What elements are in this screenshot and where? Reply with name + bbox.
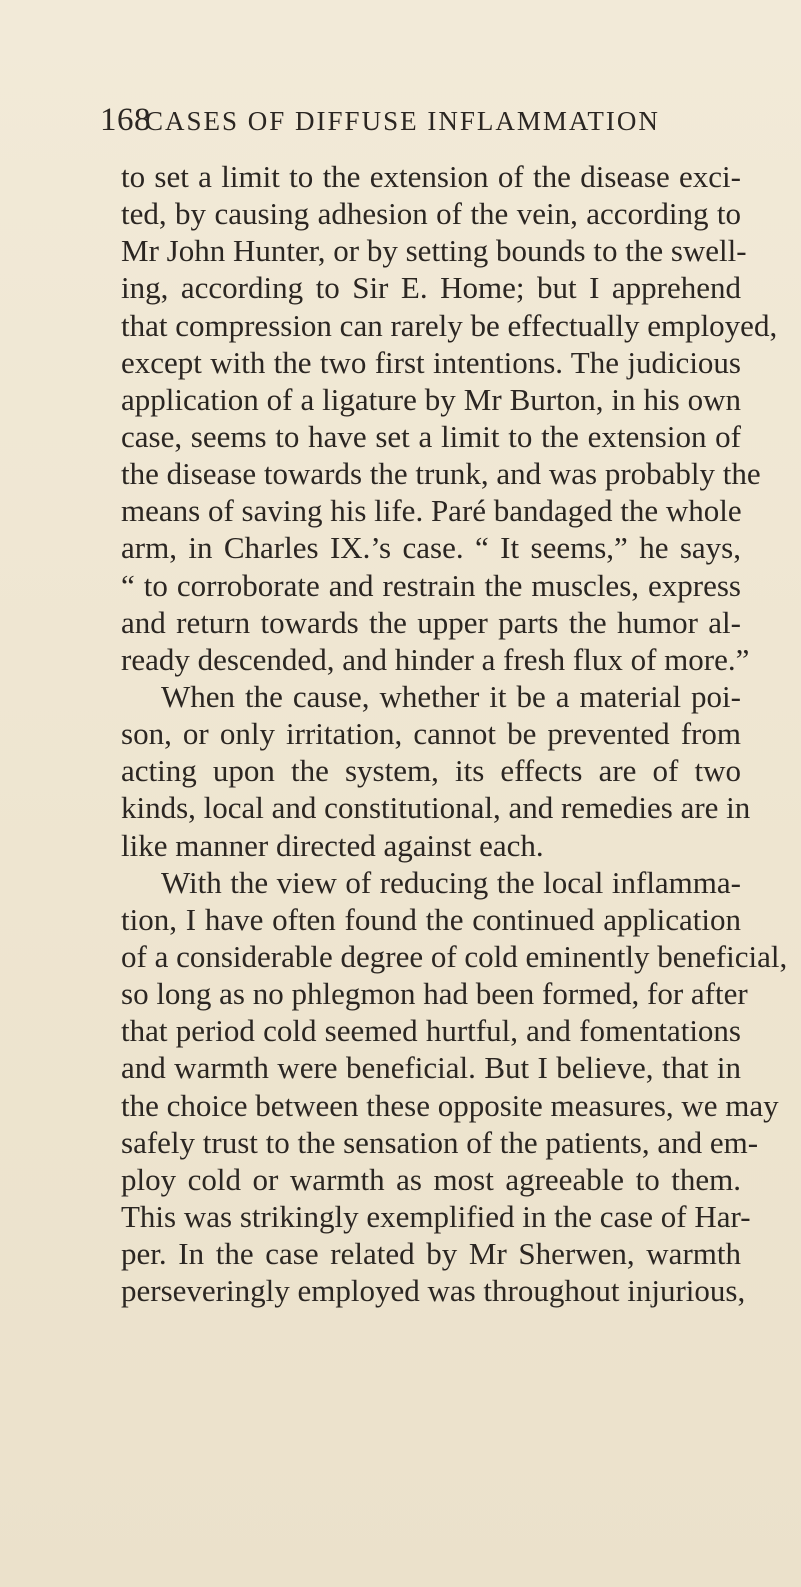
running-title: CASES OF DIFFUSE INFLAMMATION [145, 106, 660, 136]
text-line: that compression can rarely be effectually employed, [121, 307, 778, 343]
text-line: This was strikingly exemplified in the case of Har- [121, 1198, 751, 1234]
text-line: ing, according to Sir E. Home; but I apprehend [121, 270, 741, 306]
text-line-paragraph-start: With the view of reducing the local inflamma- [161, 864, 741, 900]
text-line: ted, by causing adhesion of the vein, according to [121, 196, 741, 232]
text-line: and warmth were beneficial. But I believe, that in [121, 1050, 741, 1086]
text-line: application of a ligature by Mr Burton, in his own [121, 381, 741, 417]
page-number: 168 [100, 102, 151, 138]
text-line: so long as no phlegmon had been formed, for after [121, 976, 748, 1012]
text-line: the choice between these opposite measures, we may [121, 1087, 779, 1123]
text-line: acting upon the system, its effects are of two [121, 753, 741, 789]
text-line: except with the two first intentions. The judicious [121, 344, 741, 380]
text-line: like manner directed against each. [121, 827, 544, 863]
text-line: perseveringly employed was throughout injurious, [121, 1273, 746, 1309]
running-head [100, 100, 740, 140]
text-line-paragraph-start: When the cause, whether it be a material poi- [161, 678, 741, 714]
text-line: means of saving his life. Paré bandaged the whole [121, 493, 742, 529]
text-line: and return towards the upper parts the humor al- [121, 604, 741, 640]
text-line: ready descended, and hinder a fresh flux of more.” [121, 641, 750, 677]
text-line: case, seems to have set a limit to the extension of [121, 418, 741, 454]
text-line: Mr John Hunter, or by setting bounds to the swell- [121, 233, 747, 269]
text-line: tion, I have often found the continued application [121, 901, 741, 937]
text-line: “ to corroborate and restrain the muscles, express [121, 567, 741, 603]
text-line: of a considerable degree of cold eminently beneficial, [121, 938, 788, 974]
text-line: arm, in Charles IX.’s case. “ It seems,” he says, [121, 530, 741, 566]
text-line: to set a limit to the extension of the disease exci- [121, 159, 741, 194]
body-text [121, 158, 788, 1309]
text-line: ploy cold or warmth as most agreeable to them. [121, 1161, 741, 1197]
text-line: kinds, local and constitutional, and remedies are in [121, 790, 751, 826]
text-line: safely trust to the sensation of the patients, and em- [121, 1124, 759, 1160]
text-line: son, or only irritation, cannot be prevented from [121, 716, 741, 752]
text-line: that period cold seemed hurtful, and fomentations [121, 1013, 741, 1049]
text-line: per. In the case related by Mr Sherwen, warmth [121, 1236, 741, 1272]
text-line: the disease towards the trunk, and was probably the [121, 456, 761, 492]
